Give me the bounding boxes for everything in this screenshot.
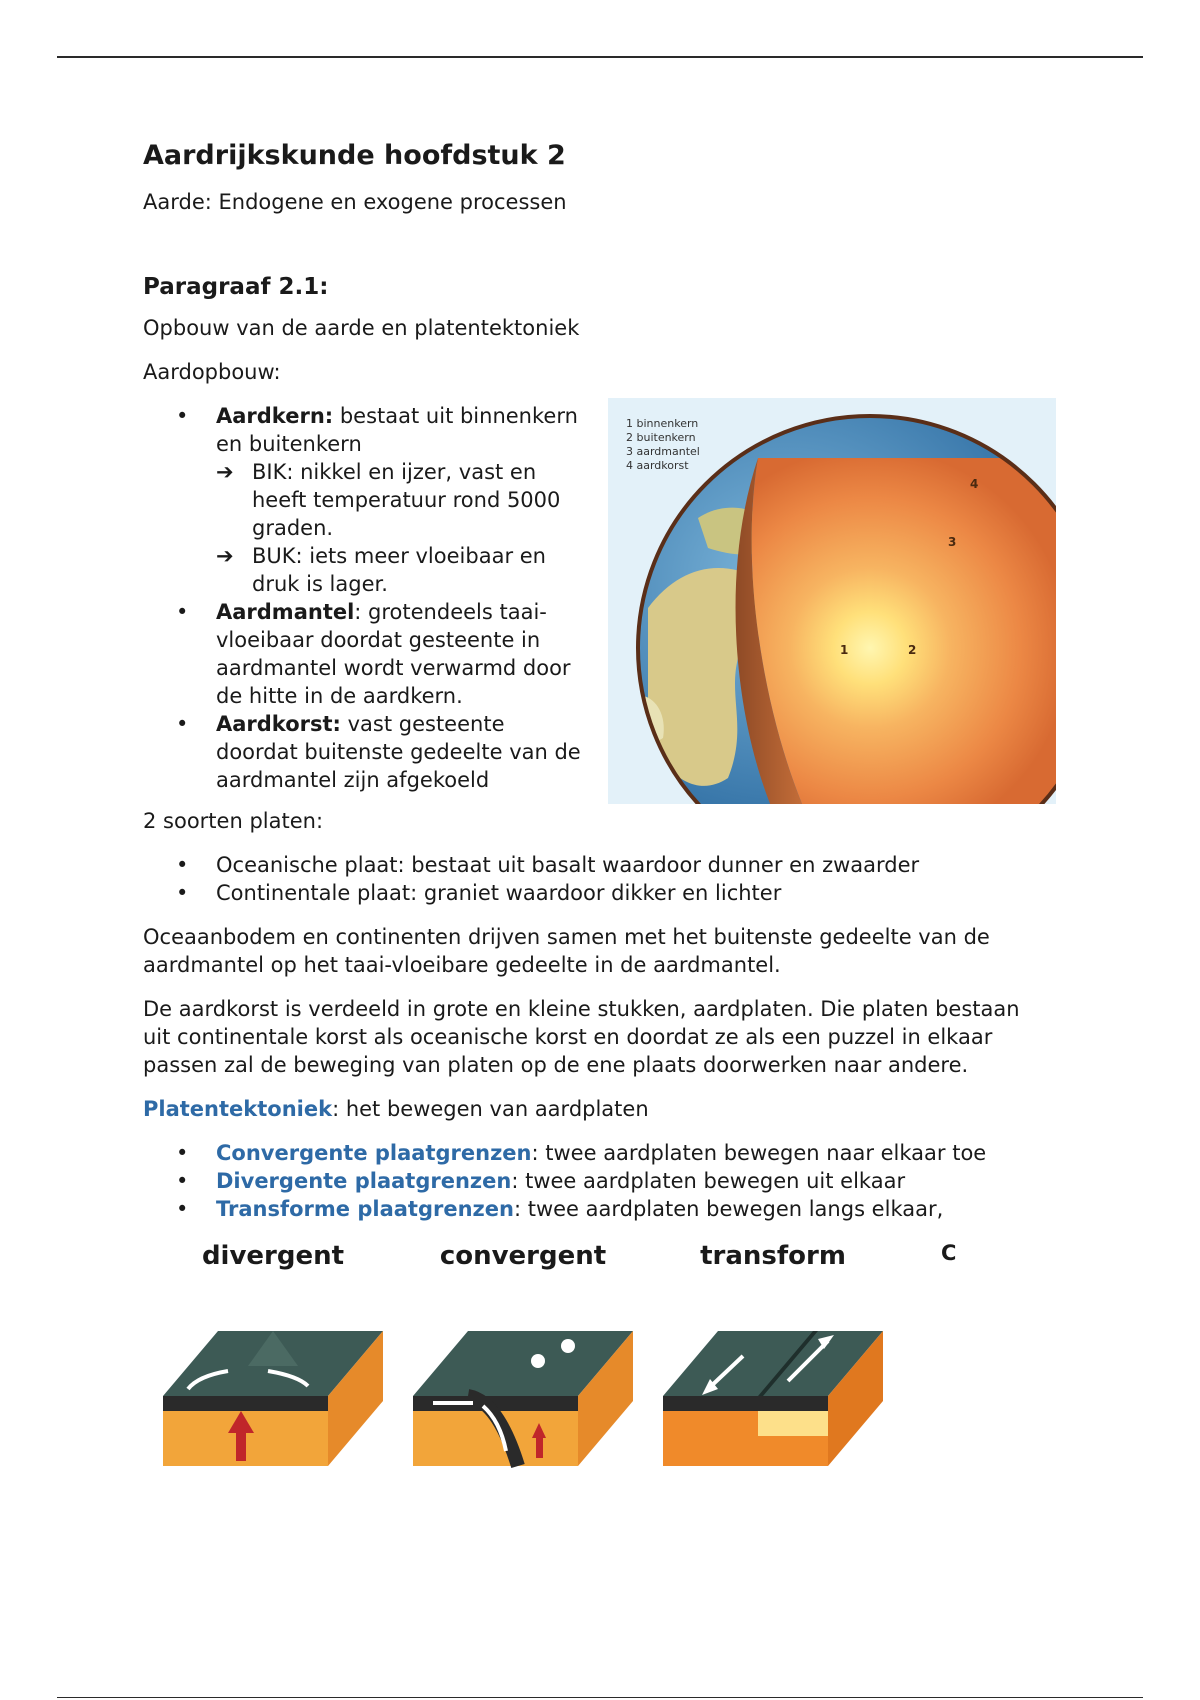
core-detail-list [216, 458, 583, 598]
list-item [143, 1195, 1043, 1223]
panel-title: convergent [439, 1240, 607, 1271]
divergent-block [158, 1271, 388, 1471]
list-item [143, 402, 583, 598]
list-item [143, 598, 583, 710]
list-item [143, 1167, 1043, 1195]
boundary-text: : twee aardplaten bewegen uit elkaar [511, 1168, 906, 1193]
structure-label: Aardopbouw: [143, 359, 281, 384]
transform-panel [658, 1241, 888, 1471]
layer-term: Aardmantel [216, 599, 355, 624]
list-item: • Oceanische plaat: bestaat uit basalt waardoor dunner en zwaarder [143, 851, 1043, 879]
layer-number: 2 [908, 642, 917, 657]
panel-title: divergent [201, 1240, 345, 1271]
tectonics-definition [143, 1095, 1043, 1123]
list-item: • Continentale plaat: graniet waardoor dikker en lichter [143, 879, 1043, 907]
legend-item: 1 binnenkern [626, 416, 699, 430]
paragraph-topic: Opbouw van de aarde en platentektoniek [143, 315, 580, 340]
boundary-term: Transforme plaatgrenzen [216, 1196, 514, 1221]
list-item: ➔ BIK: nikkel en ijzer, vast en heeft temperatuur rond 5000 graden. [216, 458, 583, 542]
layer-number: 1 [840, 642, 849, 657]
panel-title: transform [700, 1240, 846, 1271]
earth-layers-figure [608, 398, 1056, 804]
divergent-panel [158, 1241, 388, 1471]
footer-rule [57, 1697, 1143, 1698]
transform-block [658, 1271, 888, 1471]
convergent-block [408, 1271, 638, 1471]
boundary-list [143, 1139, 1043, 1223]
layer-text: : grotendeels taai-vloeibaar doordat gesteente in aardmantel wordt verwarmd door de hitte in de aardkern. [216, 599, 571, 708]
plate-types-label: 2 soorten platen: [143, 808, 324, 833]
boundary-term: Divergente plaatgrenzen [216, 1168, 512, 1193]
tectonics-term: Platentektoniek [143, 1096, 333, 1121]
list-item [143, 710, 583, 794]
plate-boundaries-figure [158, 1240, 957, 1471]
layer-text: vast gesteente doordat buitenste gedeelte van de aardmantel zijn afgekoeld [216, 711, 581, 792]
magma-arrow [536, 1436, 543, 1458]
legend-item: 3 aardmantel [626, 444, 700, 458]
layer-number: 4 [970, 476, 979, 491]
paragraph-plates: De aardkorst is verdeeld in grote en kleine stukken, aardplaten. Die platen bestaan uit continentale korst als oceanische korst en doordat ze als een puzzel in elkaar passen zal de beweging van platen op de ene plaats doorwerken naar andere. [143, 996, 1020, 1077]
layer-number: 3 [948, 534, 957, 549]
plate-types-list [143, 851, 1043, 907]
volcano-plume [531, 1354, 545, 1368]
layer-term: Aardkorst: [216, 711, 341, 736]
convergent-panel [408, 1241, 638, 1471]
boundary-term: Convergente plaatgrenzen [216, 1140, 532, 1165]
earth-interior [752, 458, 1056, 804]
page-title: Aardrijkskunde hoofdstuk 2 [143, 140, 566, 171]
crust-band [663, 1396, 828, 1411]
figure-letter: C [941, 1240, 957, 1265]
document-body [143, 140, 1043, 1471]
tectonics-def: : het bewegen van aardplaten [332, 1096, 649, 1121]
boundary-text: : twee aardplaten bewegen naar elkaar toe [531, 1140, 987, 1165]
header-rule [57, 56, 1143, 58]
boundary-text: : twee aardplaten bewegen langs elkaar, [513, 1196, 944, 1221]
volcano-plume [561, 1339, 575, 1353]
list-item [143, 1139, 1043, 1167]
earth-structure-section [143, 402, 1043, 807]
layer-list [143, 402, 583, 794]
crust-band [163, 1396, 328, 1411]
upwelling-arrow [236, 1431, 246, 1461]
layer-text: bestaat uit binnenkern en buitenkern [216, 403, 578, 456]
block-layer [758, 1411, 828, 1436]
list-item: ➔ BUK: iets meer vloeibaar en druk is lager. [216, 542, 583, 598]
legend-item: 2 buitenkern [626, 430, 696, 444]
page-subtitle: Aarde: Endogene en exogene processen [143, 190, 567, 215]
layer-term: Aardkern: [216, 403, 334, 428]
paragraph-heading: Paragraaf 2.1: [143, 274, 329, 301]
paragraph-float: Oceaanbodem en continenten drijven samen met het buitenste gedeelte van de aardmantel op het taai-vloeibare gedeelte in de aardmantel. [143, 924, 990, 977]
legend-item: 4 aardkorst [626, 458, 689, 472]
